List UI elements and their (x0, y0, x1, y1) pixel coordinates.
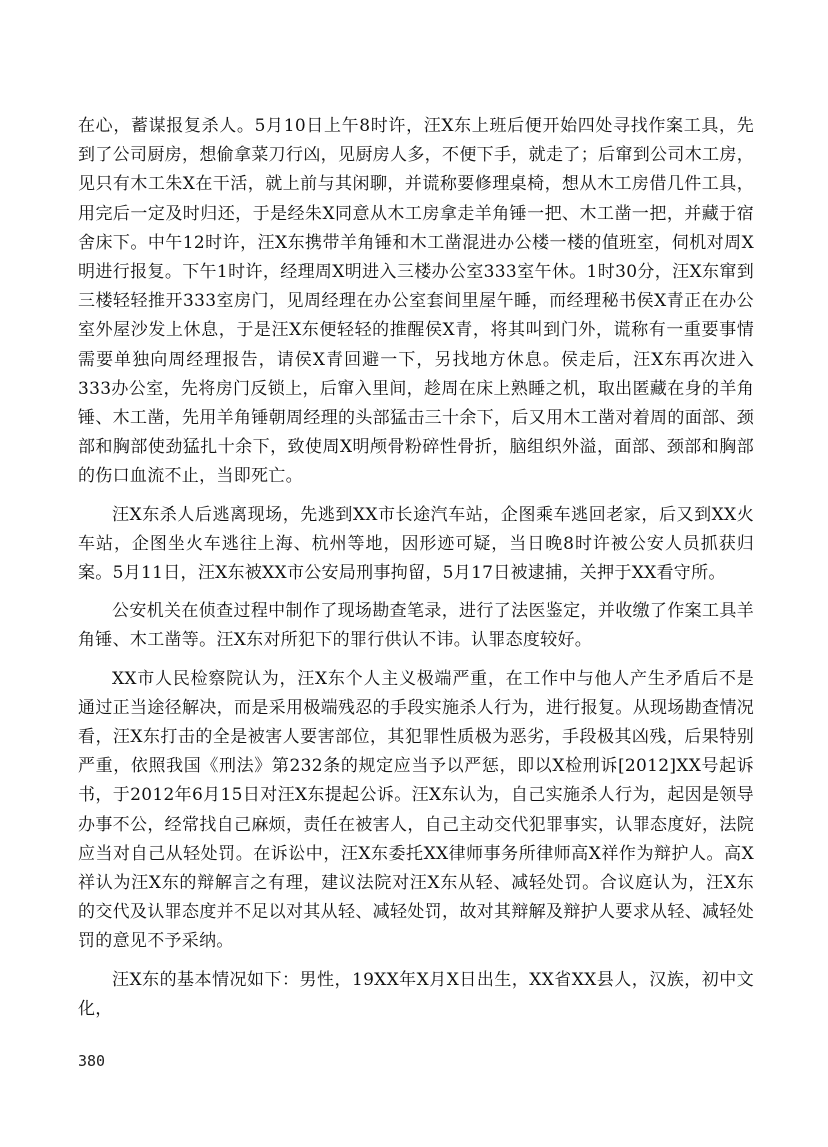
page-number: 380 (78, 1052, 106, 1070)
paragraph-2: 汪X东杀人后逃离现场，先逃到XX市长途汽车站，企图乘车逃回老家，后又到XX火车站，企图坐火车逃往上海、杭州等地，因形迹可疑，当日晚8时许被公安人员抓获归案。5月11日，汪X东被XX市公安局刑事拘留，5月17日被逮捕，关押于XX看守所。 (78, 504, 754, 584)
paragraph-4: XX市人民检察院认为，汪X东个人主义极端严重，在工作中与他人产生矛盾后不是通过正当途径解决，而是采用极端残忍的手段实施杀人行为，进行报复。从现场勘查情况看，汪X东打击的全是被害人要害部位，其犯罪性质极为恶劣，手段极其凶残，后果特别严重，依照我国《刑法》第232条的规定应当予以严惩，即以X检刑诉[2012]XX号起诉书，于2012年6月15日对汪X东提起公诉。汪X东认为，自己实施杀人行为，起因是领导办事不公，经常找自己麻烦，责任在被害人，自己主动交代犯罪事实，认罪态度好，法院应当对自己从轻处罚。在诉讼中，汪X东委托XX律师事务所律师高X祥作为辩护人。高X祥认为汪X东的辩解言之有理，建议法院对汪X东从轻、减轻处罚。合议庭认为，汪X东的交代及认罪态度并不足以对其从轻、减轻处罚，故对其辩解及辩护人要求从轻、减轻处罚的意见不予采纳。 (78, 668, 754, 952)
paragraph-1: 在心，蓄谋报复杀人。5月10日上午8时许，汪X东上班后便开始四处寻找作案工具，先到了公司厨房，想偷拿菜刀行凶，见厨房人多，不便下手，就走了；后窜到公司木工房，见只有木工朱X在干活，就上前与其闲聊，并谎称要修理桌椅，想从木工房借几件工具，用完后一定及时归还，于是经朱X同意从木工房拿走羊角锤一把、木工凿一把，并藏于宿舍床下。中午12时许，汪X东携带羊角锤和木工凿混进办公楼一楼的值班室，伺机对周X明进行报复。下午1时许，经理周X明进入三楼办公室333室午休。1时30分，汪X东窜到三楼轻轻推开333室房门，见周经理在办公室套间里屋午睡，而经理秘书侯X青正在办公室外屋沙发上休息，于是汪X东便轻轻的推醒侯X青，将其叫到门外，谎称有一重要事情需要单独向周经理报告，请侯X青回避一下，另找地方休息。侯走后，汪X东再次进入333办公室，先将房门反锁上，后窜入里间，趁周在床上熟睡之机，取出匿藏在身的羊角锤、木工凿，先用羊角锤朝周经理的头部猛击三十余下，后又用木工凿对着周的面部、颈部和胸部使劲猛扎十余下，致使周X明颅骨粉碎性骨折，脑组织外溢，面部、颈部和胸部的伤口血流不止，当即死亡。 (78, 116, 754, 487)
paragraph-5: 汪X东的基本情况如下：男性，19XX年X月X日出生，XX省XX县人，汉族，初中文化， (78, 969, 754, 1019)
document-body (78, 112, 754, 1033)
paragraph-3: 公安机关在侦查过程中制作了现场勘查笔录，进行了法医鉴定，并收缴了作案工具羊角锤、木工凿等。汪X东对所犯下的罪行供认不讳。认罪态度较好。 (78, 601, 754, 651)
